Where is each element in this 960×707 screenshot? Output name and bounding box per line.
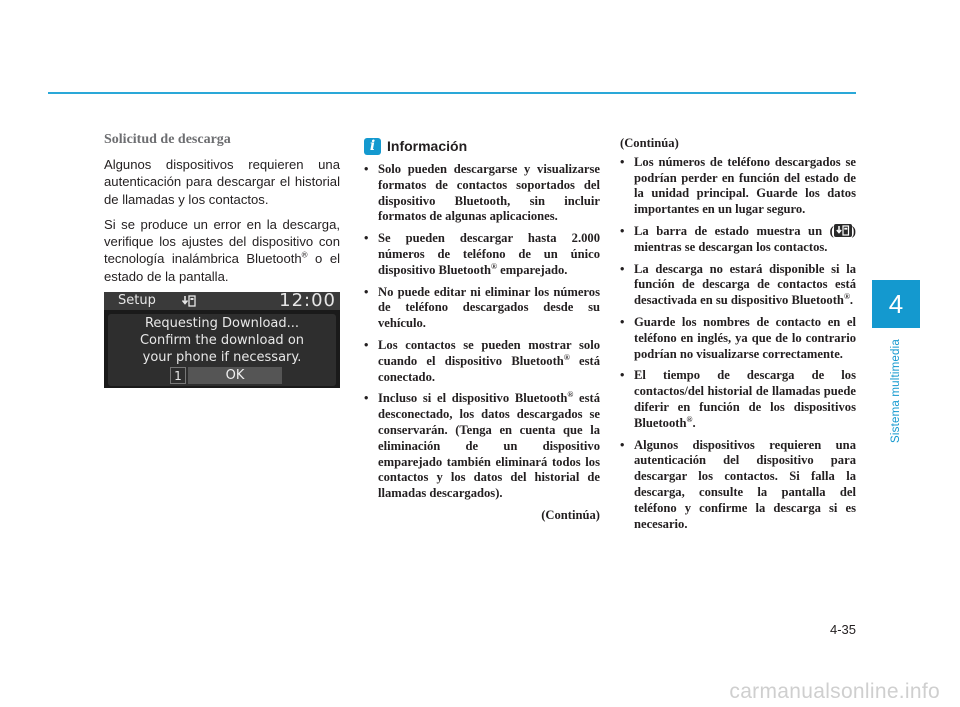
section-heading: Solicitud de descarga (104, 132, 231, 147)
watermark: carmanualsonline.info (729, 680, 940, 703)
header-rule (48, 92, 856, 94)
chapter-tab (872, 280, 920, 328)
list-item: • Los contactos se pueden mostrar solo cuando el dispositivo Bluetooth® está conectado. (364, 337, 600, 384)
information-section (364, 136, 600, 524)
popup-line-1: Requesting Download... (144, 316, 300, 331)
list-item: • Solo pueden descargarse y visualizarse formatos de contactos soportados del dispositivo Bluetooth, sin incluir formatos de algunas aplicaciones. (364, 162, 600, 224)
list-item: • Algunos dispositivos requieren una autenticación del dispositivo para descargar los contactos. Si falla la descarga, consulte la pantalla del teléfono y confirme la descarga si es necesario. (620, 437, 856, 531)
continued-heading: (Continúa) (620, 136, 679, 150)
paragraph-error-text: Si se produce un error en la descarga, verifique los ajustes del dispositivo con tecnología inalámbrica Bluetooth (104, 216, 340, 267)
page-number: 4-35 (829, 622, 856, 637)
paragraph-authentication: Algunos dispositivos requieren una autenticación para descargar el historial de llamadas y los contactos. (104, 157, 340, 207)
chapter-number: 4 (888, 288, 904, 319)
list-item: • La barra de estado muestra un ( ) mientras se descargan los contactos. (620, 223, 856, 254)
list-item: • Guarde los nombres de contacto en el teléfono en inglés, ya que de lo contrario podrían no visualizarse correctamente. (620, 314, 856, 361)
list-item: • La descarga no estará disponible si la función de descarga de contactos está desactivada en su dispositivo Bluetooth®. (620, 261, 856, 308)
screen-status-bar (104, 292, 340, 310)
paragraph-error-tail: o el estado de la pantalla. (104, 251, 341, 284)
screen-title: Setup (118, 293, 156, 308)
list-item: • No puede editar ni eliminar los números de teléfono descargados desde su vehículo. (364, 284, 600, 331)
popup-line-2: Confirm the download on (139, 333, 305, 348)
download-request-section (104, 132, 340, 293)
ok-button[interactable]: OK (188, 367, 282, 384)
chapter-label: Sistema multimedia (890, 339, 903, 443)
info-header (364, 136, 600, 156)
head-unit-screen (104, 292, 340, 388)
list-item: • Se pueden descargar hasta 2.000 números de teléfono de un único dispositivo Bluetooth® emparejado. (364, 231, 600, 277)
info-list (364, 162, 600, 502)
continues-note: (Continúa) (541, 507, 600, 522)
download-contacts-icon (182, 294, 196, 308)
paragraph-error (104, 216, 340, 285)
download-popup (108, 314, 336, 386)
popup-button-number: 1 (170, 367, 186, 384)
registered-mark: ® (301, 251, 308, 261)
chapter-label-container (872, 336, 920, 446)
screen-clock: 12:00 (279, 292, 336, 311)
download-contacts-icon (834, 224, 852, 237)
list-item: • Los números de teléfono descargados se podrían perder en función del estado de la unidad principal. Guarde los datos importantes en un lugar seguro. (620, 154, 856, 217)
info-list-continued (620, 155, 856, 533)
popup-line-3: your phone if necessary. (142, 350, 302, 365)
information-continued-section (620, 136, 856, 538)
info-icon: i (364, 138, 381, 155)
list-item: • Incluso si el dispositivo Bluetooth® está desconectado, los datos descargados se conservarán. (Tenga en cuenta que la eliminación de un dispositivo emparejado también eliminará todos los contactos y los datos del historial de llamadas descargados). (364, 390, 600, 501)
list-item: • El tiempo de descarga de los contactos/del historial de llamadas puede diferir en función de los dispositivos Bluetooth®. (620, 368, 856, 430)
info-title: Información (387, 138, 468, 154)
